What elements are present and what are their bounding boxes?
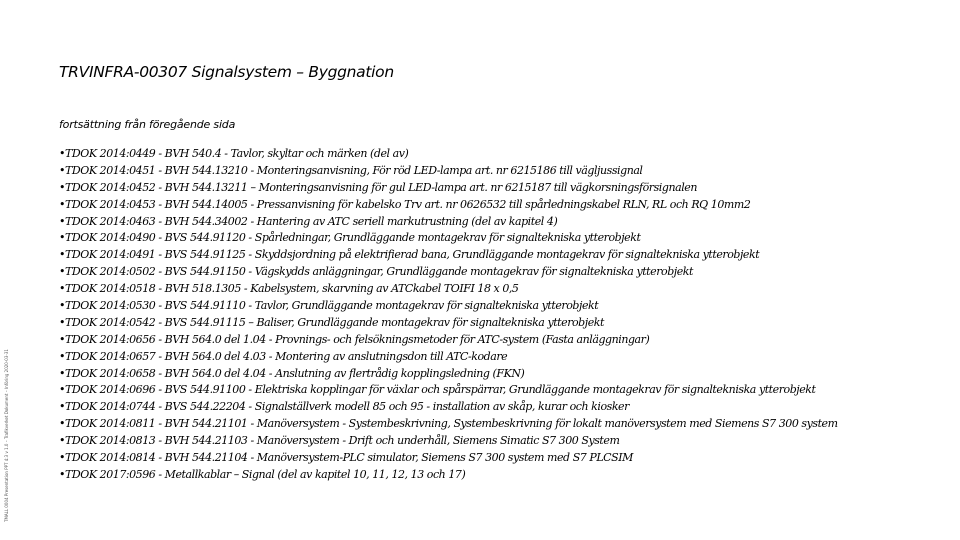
reference-item: •TDOK 2014:0453 - BVH 544.14005 - Pressanvisning för kabelsko Trv art. nr 0626532 till spårledningskabel RLN, RL och RQ 10mm2 [59,197,751,211]
slide-title: TRVINFRA-00307 Signalsystem – Byggnation [59,63,394,81]
reference-item: •TDOK 2014:0452 - BVH 544.13211 – Monteringsanvisning för gul LED-lampa art. nr 6215187 till vägkorsningsförsignalen [59,180,697,194]
reference-item: •TDOK 2014:0814 - BVH 544.21104 - Manöversystem-PLC simulator, Siemens S7 300 system med S7 PLCSIM [59,451,633,465]
reference-item: •TDOK 2014:0502 - BVS 544.91150 - Vägskydds anläggningar, Grundläggande montagekrav för signaltekniska ytterobjekt [59,265,693,279]
reference-item: •TDOK 2014:0518 - BVH 518.1305 - Kabelsystem, skarvning av ATCkabel TOIFI 18 x 0,5 [59,282,519,296]
continuation-subheading: fortsättning från föregående sida [59,118,236,131]
reference-item: •TDOK 2014:0811 - BVH 544.21101 - Manöversystem - Systembeskrivning, Systembeskrivning för lokalt manöversystem med Siemens S7 300 system [59,417,838,431]
reference-item: •TDOK 2017:0596 - Metallkablar – Signal (del av kapitel 10, 11, 12, 13 och 17) [59,467,466,481]
reference-item: •TDOK 2014:0696 - BVS 544.91100 - Elektriska kopplingar för växlar och spårspärrar, Grundläggande montagekrav för signaltekniska ytterobjekt [59,383,816,397]
reference-item: •TDOK 2014:0463 - BVH 544.34002 - Hantering av ATC seriell markutrustning (del av kapitel 4) [59,214,558,228]
reference-item: •TDOK 2014:0813 - BVH 544.21103 - Manöversystem - Drift och underhåll, Siemens Simatic S7 300 System [59,434,620,448]
reference-item: •TDOK 2014:0656 - BVH 564.0 del 1.04 - Provnings- och felsökningsmetoder för ATC-system (Fasta anläggningar) [59,332,650,346]
reference-item: •TDOK 2014:0658 - BVH 564.0 del 4.04 - Anslutning av flertrådig kopplingsledning (FKN) [59,366,525,380]
reference-item: •TDOK 2014:0490 - BVS 544.91120 - Spårledningar, Grundläggande montagekrav för signaltekniska ytterobjekt [59,231,641,245]
reference-item: •TDOK 2014:0491 - BVS 544.91125 - Skyddsjordning på elektrifierad bana, Grundläggande montagekrav för signaltekniska ytterobjekt [59,248,760,262]
template-side-note: TMALL 0004 Presentation PPT 4:3 v 1.0 – Trafikverket Dokument – Införing 2020-03-31 [4,349,9,522]
reference-list [59,146,838,484]
reference-item: •TDOK 2014:0451 - BVH 544.13210 - Monteringsanvisning, För röd LED-lampa art. nr 6215186 till vägljussignal [59,163,643,177]
reference-item: •TDOK 2014:0657 - BVH 564.0 del 4.03 - Montering av anslutningsdon till ATC-kodare [59,349,508,363]
reference-item: •TDOK 2014:0530 - BVS 544.91110 - Tavlor, Grundläggande montagekrav för signaltekniska ytterobjekt [59,299,599,313]
reference-item: •TDOK 2014:0744 - BVS 544.22204 - Signalställverk modell 85 och 95 - installation av skåp, kurar och kiosker [59,400,629,414]
reference-item: •TDOK 2014:0542 - BVS 544.91115 – Baliser, Grundläggande montagekrav för signaltekniska ytterobjekt [59,315,604,329]
reference-item: •TDOK 2014:0449 - BVH 540.4 - Tavlor, skyltar och märken (del av) [59,147,409,160]
